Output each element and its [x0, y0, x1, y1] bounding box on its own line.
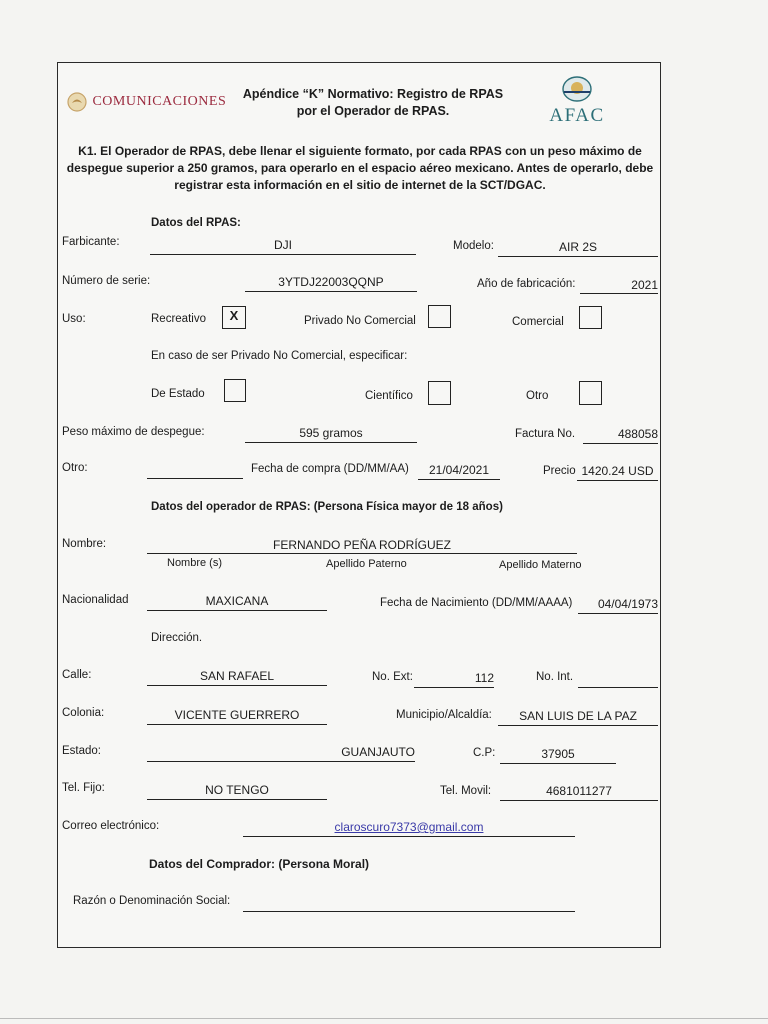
privado-checkbox[interactable] [428, 305, 451, 328]
nombre-value[interactable]: FERNANDO PEÑA RODRÍGUEZ [272, 538, 452, 552]
fabricante-label: Farbicante: [62, 236, 120, 248]
comunicaciones-logo [66, 91, 226, 113]
nacionalidad-label: Nacionalidad [62, 594, 129, 606]
otro-underline[interactable] [147, 478, 243, 479]
cp-label: C.P: [473, 747, 496, 759]
serie-value[interactable]: 3YTDJ22003QQNP [278, 275, 384, 289]
estado-checkbox[interactable] [224, 379, 246, 402]
uso-label: Uso: [62, 313, 86, 325]
calle-value[interactable]: SAN RAFAEL [199, 669, 275, 683]
municipio-value[interactable]: SAN LUIS DE LA PAZ [519, 709, 637, 723]
recreativo-checkbox[interactable]: X [222, 306, 246, 329]
noint-underline[interactable] [578, 687, 658, 688]
estado-value[interactable]: GUANJAUTO [341, 745, 415, 759]
cp-value[interactable]: 37905 [541, 747, 575, 761]
telmovil-underline [500, 800, 658, 801]
form-title [238, 86, 508, 120]
fecha-compra-label: Fecha de compra (DD/MM/AA) [251, 463, 409, 475]
telfijo-label: Tel. Fijo: [62, 782, 105, 794]
comunicaciones-logo-text: COMUNICACIONES [92, 94, 227, 109]
otro-label: Otro: [62, 462, 88, 474]
afac-logo [545, 74, 609, 127]
section-operador-title: Datos del operador de RPAS: (Persona Física mayor de 18 años) [151, 501, 503, 513]
noext-label: No. Ext: [372, 671, 413, 683]
factura-value[interactable]: 488058 [617, 427, 658, 441]
page-bottom-edge [0, 1018, 768, 1019]
colonia-value[interactable]: VICENTE GUERRERO [174, 708, 300, 722]
nombre-label: Nombre: [62, 538, 107, 550]
peso-label: Peso máximo de despegue: [62, 426, 205, 438]
telfijo-underline [147, 799, 327, 800]
fecha-compra-value[interactable]: 21/04/2021 [428, 463, 490, 477]
afac-logo-text: AFAC [549, 105, 605, 126]
form-title-line2: por el Operador de RPAS. [296, 104, 450, 118]
telmovil-label: Tel. Movil: [440, 785, 492, 797]
correo-value[interactable]: claroscuro7373@gmail.com [334, 820, 484, 834]
estado-option-label: De Estado [151, 388, 205, 400]
razon-underline[interactable] [243, 911, 575, 912]
modelo-underline [498, 256, 658, 257]
precio-value[interactable]: 1420.24 USD [581, 464, 654, 478]
municipio-underline [498, 725, 658, 726]
eagle-seal-icon [66, 91, 88, 113]
cientifico-label: Científico [365, 390, 413, 402]
noext-value[interactable]: 112 [474, 671, 494, 685]
telfijo-value[interactable]: NO TENGO [205, 783, 269, 797]
serie-underline [245, 291, 417, 292]
direccion-label: Dirección. [151, 632, 203, 644]
anio-label: Año de fabricación: [477, 278, 576, 290]
nombres-sub-label: Nombre (s) [167, 557, 223, 569]
fabricante-value[interactable]: DJI [274, 238, 292, 252]
calle-label: Calle: [62, 669, 92, 681]
municipio-label: Municipio/Alcaldía: [396, 709, 492, 721]
peso-value[interactable]: 595 gramos [299, 426, 363, 440]
peso-underline [245, 442, 417, 443]
cientifico-checkbox[interactable] [428, 381, 451, 405]
fecha-compra-underline [418, 479, 500, 480]
precio-underline [577, 480, 658, 481]
materno-sub-label: Apellido Materno [499, 559, 582, 571]
correo-label: Correo electrónico: [62, 820, 160, 832]
correo-underline [243, 836, 575, 837]
factura-underline [583, 443, 658, 444]
intro-paragraph: K1. El Operador de RPAS, debe llenar el siguiente formato, por cada RPAS con un peso máximo de despegue superior a 250 gramos, para operarlo en el espacio aéreo mexicano. Antes de operarlo, debe registrar esta información en el sitio de internet de la SCT/DGAC. [66, 144, 654, 192]
modelo-value[interactable]: AIR 2S [558, 240, 597, 254]
precio-label: Precio [543, 465, 576, 477]
noint-label: No. Int. [536, 671, 574, 683]
comercial-checkbox[interactable] [579, 306, 602, 329]
calle-underline [147, 685, 327, 686]
nacimiento-label: Fecha de Nacimiento (DD/MM/AAAA) [380, 597, 573, 609]
recreativo-label: Recreativo [151, 313, 206, 325]
section-rpas-title: Datos del RPAS: [151, 217, 241, 229]
cp-underline [500, 763, 616, 764]
privado-specify-text: En caso de ser Privado No Comercial, especificar: [151, 350, 408, 362]
modelo-label: Modelo: [453, 240, 494, 252]
nacimiento-underline [578, 613, 658, 614]
telmovil-value[interactable]: 4681011277 [546, 784, 612, 798]
estado-label: Estado: [62, 745, 101, 757]
anio-underline [580, 293, 658, 294]
otro-checkbox[interactable] [579, 381, 602, 405]
noext-underline [414, 687, 494, 688]
estado-underline [147, 761, 415, 762]
fabricante-underline [150, 254, 416, 255]
colonia-underline [147, 724, 327, 725]
section-comprador-title: Datos del Comprador: (Persona Moral) [149, 857, 370, 871]
razon-label: Razón o Denominación Social: [73, 895, 231, 907]
nacionalidad-underline [147, 610, 327, 611]
otro-option-label: Otro [526, 390, 549, 402]
form-title-line1: Apéndice “K” Normativo: Registro de RPAS [242, 87, 504, 101]
colonia-label: Colonia: [62, 707, 105, 719]
nacionalidad-value[interactable]: MAXICANA [205, 594, 269, 608]
serie-label: Número de serie: [62, 275, 151, 287]
comercial-label: Comercial [512, 316, 564, 328]
privado-label: Privado No Comercial [304, 315, 416, 327]
factura-label: Factura No. [515, 428, 576, 440]
anio-value[interactable]: 2021 [631, 278, 658, 292]
nombre-underline [147, 553, 577, 554]
paterno-sub-label: Apellido Paterno [326, 558, 407, 570]
afac-emblem-icon [560, 74, 594, 104]
nacimiento-value[interactable]: 04/04/1973 [597, 597, 658, 611]
